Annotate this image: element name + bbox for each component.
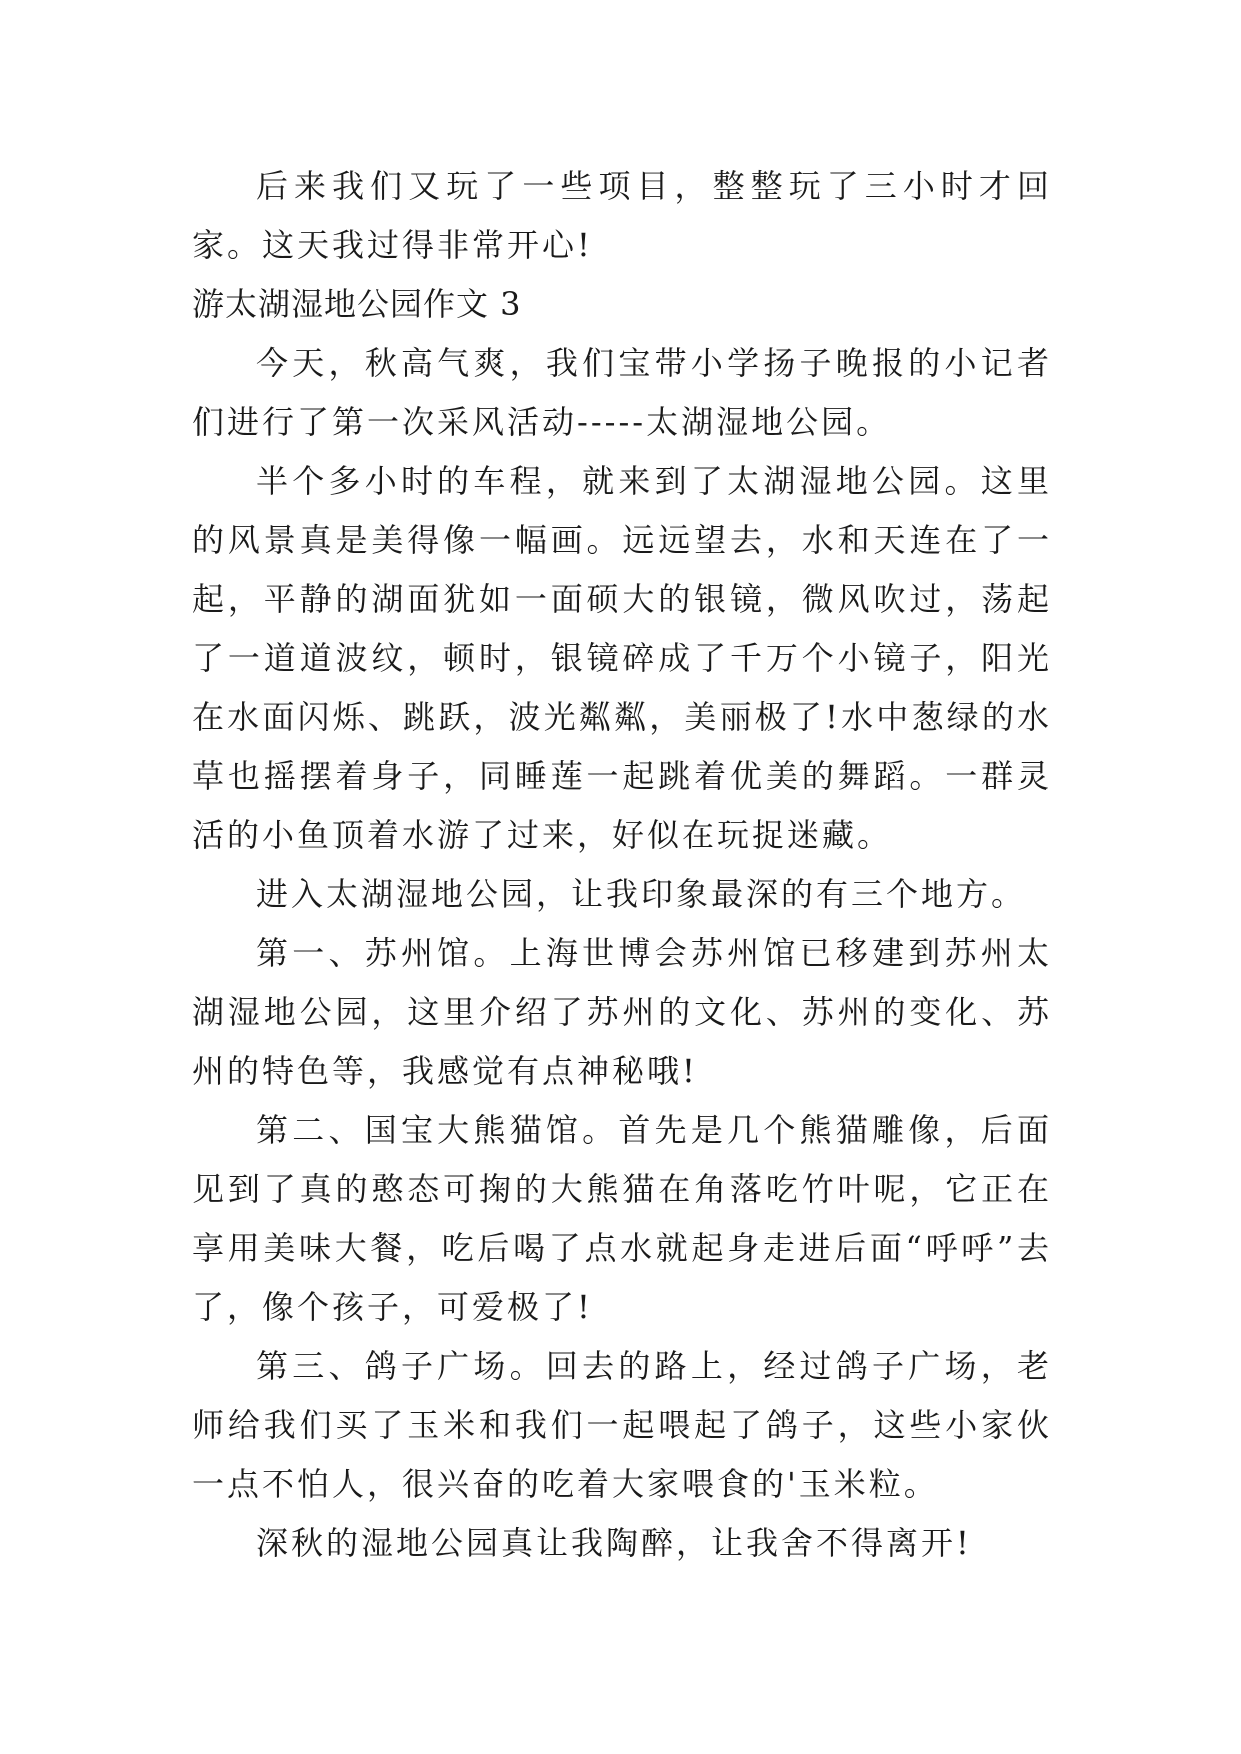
paragraph: 第一、苏州馆。上海世博会苏州馆已移建到苏州太湖湿地公园，这里介绍了苏州的文化、苏州的变化、苏州的特色等，我感觉有点神秘哦! <box>192 934 1052 1090</box>
paragraph: 半个多小时的车程，就来到了太湖湿地公园。这里的风景真是美得像一幅画。远远望去，水和天连在了一起，平静的湖面犹如一面硕大的银镜，微风吹过，荡起了一道道波纹，顿时，银镜碎成了千万个小镜子，阳光在水面闪烁、跳跃，波光粼粼，美丽极了!水中葱绿的水草也摇摆着身子，同睡莲一起跳着优美的舞蹈。一群灵活的小鱼顶着水游了过来，好似在玩捉迷藏。 <box>192 462 1052 854</box>
paragraph: 进入太湖湿地公园，让我印象最深的有三个地方。 <box>256 875 1027 913</box>
paragraph: 第二、国宝大熊猫馆。首先是几个熊猫雕像，后面见到了真的憨态可掬的大熊猫在角落吃竹叶呢，它正在享用美味大餐，吃后喝了点水就起身走进后面“呼呼”去了，像个孩子，可爱极了! <box>192 1111 1052 1326</box>
paragraph: 今天，秋高气爽，我们宝带小学扬子晚报的小记者们进行了第一次采风活动-----太湖湿地公园。 <box>192 344 1052 441</box>
paragraph: 深秋的湿地公园真让我陶醉，让我舍不得离开! <box>256 1524 972 1562</box>
paragraph: 第三、鸽子广场。回去的路上，经过鸽子广场，老师给我们买了玉米和我们一起喂起了鸽子，这些小家伙一点不怕人，很兴奋的吃着大家喂食的'玉米粒。 <box>192 1347 1052 1503</box>
document-body <box>192 157 1052 1573</box>
essay-heading: 游太湖湿地公园作文 3 <box>192 285 522 323</box>
paragraph-previous-ending: 后来我们又玩了一些项目，整整玩了三小时才回家。这天我过得非常开心! <box>192 167 1052 264</box>
